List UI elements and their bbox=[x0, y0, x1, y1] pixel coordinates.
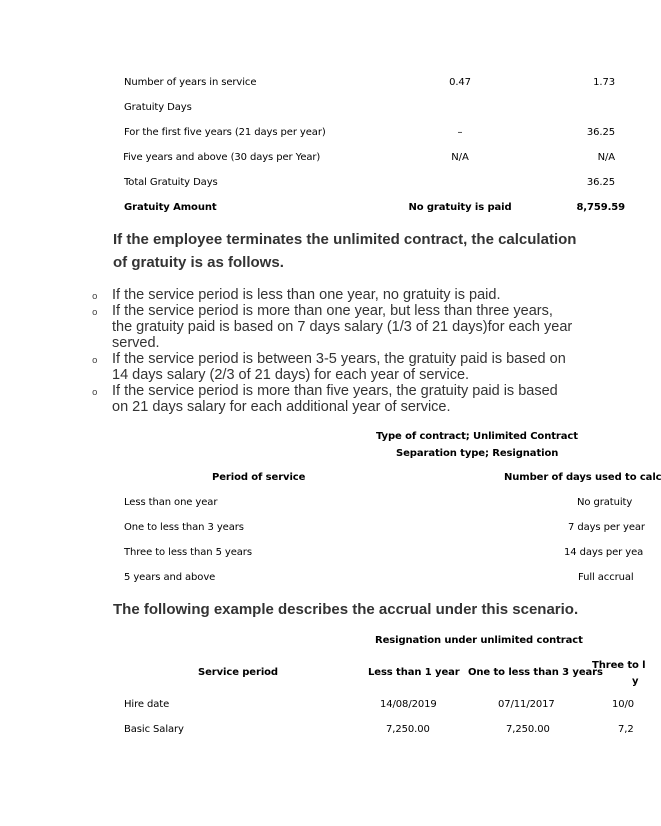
bullet-line: If the service period is more than one year, but less than three years, bbox=[112, 303, 553, 319]
column-header: y bbox=[632, 676, 639, 687]
table-row-label: Five years and above (30 days per Year) bbox=[120, 152, 321, 163]
table-cell: 0.47 bbox=[449, 77, 471, 88]
table-title: Resignation under unlimited contract bbox=[375, 635, 583, 646]
bullet-marker: o bbox=[92, 292, 98, 302]
table-cell: 7,2 bbox=[618, 724, 634, 735]
bullet-marker: o bbox=[92, 308, 98, 318]
table-row-label: Less than one year bbox=[124, 497, 218, 508]
table-cell: 1.73 bbox=[593, 77, 615, 88]
column-header: Less than 1 year bbox=[368, 667, 460, 678]
table-cell: – bbox=[457, 127, 463, 138]
section-heading-cont: of gratuity is as follows. bbox=[113, 254, 284, 271]
table-cell: Full accrual bbox=[578, 572, 634, 583]
table-cell: 7 days per year bbox=[568, 522, 645, 533]
bullet-line: If the service period is between 3-5 years, the gratuity paid is based on bbox=[112, 351, 566, 367]
table-row-label: Number of years in service bbox=[124, 77, 257, 88]
bullet-line: on 21 days salary for each additional year of service. bbox=[112, 399, 451, 415]
bullet-line: the gratuity paid is based on 7 days salary (1/3 of 21 days)for each year bbox=[112, 319, 573, 335]
bullet-marker: o bbox=[92, 388, 98, 398]
column-header: Number of days used to calc bbox=[504, 472, 661, 483]
table-cell: N/A bbox=[451, 152, 469, 163]
table-row-label: Three to less than 5 years bbox=[124, 547, 252, 558]
table-row-label: Hire date bbox=[124, 699, 170, 710]
table-cell: No gratuity bbox=[577, 497, 633, 508]
bullet-marker: o bbox=[92, 356, 98, 366]
table-cell: 36.25 bbox=[586, 127, 615, 138]
table-cell: 7,250.00 bbox=[386, 724, 430, 735]
column-header: Period of service bbox=[212, 472, 306, 483]
column-header: Three to l bbox=[592, 660, 646, 671]
table-row-label: For the first five years (21 days per year) bbox=[124, 127, 326, 138]
table-cell: 36.25 bbox=[586, 177, 615, 188]
table-row-label: Gratuity Days bbox=[124, 102, 192, 113]
column-header: Service period bbox=[198, 667, 278, 678]
table-cell: 8,759.59 bbox=[576, 202, 625, 213]
bullet-line: 14 days salary (2/3 of 21 days) for each year of service. bbox=[112, 367, 470, 383]
table-row-label: One to less than 3 years bbox=[124, 522, 244, 533]
table-cell: 10/0 bbox=[612, 699, 635, 710]
table-cell: 14 days per yea bbox=[564, 547, 644, 558]
table-cell: 7,250.00 bbox=[506, 724, 550, 735]
table-title: Type of contract; Unlimited Contract bbox=[376, 431, 578, 442]
example-heading: The following example describes the accrual under this scenario. bbox=[113, 601, 579, 618]
table-row-label: 5 years and above bbox=[124, 572, 216, 583]
table-row-label: Basic Salary bbox=[124, 724, 184, 735]
bullet-line: If the service period is less than one year, no gratuity is paid. bbox=[112, 287, 501, 303]
table-subtitle: Separation type; Resignation bbox=[396, 448, 559, 459]
table-row-label: Gratuity Amount bbox=[124, 202, 217, 213]
table-cell: 07/11/2017 bbox=[498, 699, 555, 710]
table-cell: N/A bbox=[597, 152, 615, 163]
table-cell: 14/08/2019 bbox=[380, 699, 437, 710]
section-heading: If the employee terminates the unlimited contract, the calculation bbox=[113, 231, 577, 248]
bullet-line: If the service period is more than five years, the gratuity paid is based bbox=[112, 383, 558, 399]
table-cell: No gratuity is paid bbox=[408, 202, 512, 213]
column-header: One to less than 3 years bbox=[468, 667, 603, 678]
bullet-line: served. bbox=[112, 335, 160, 351]
table-row-label: Total Gratuity Days bbox=[124, 177, 218, 188]
